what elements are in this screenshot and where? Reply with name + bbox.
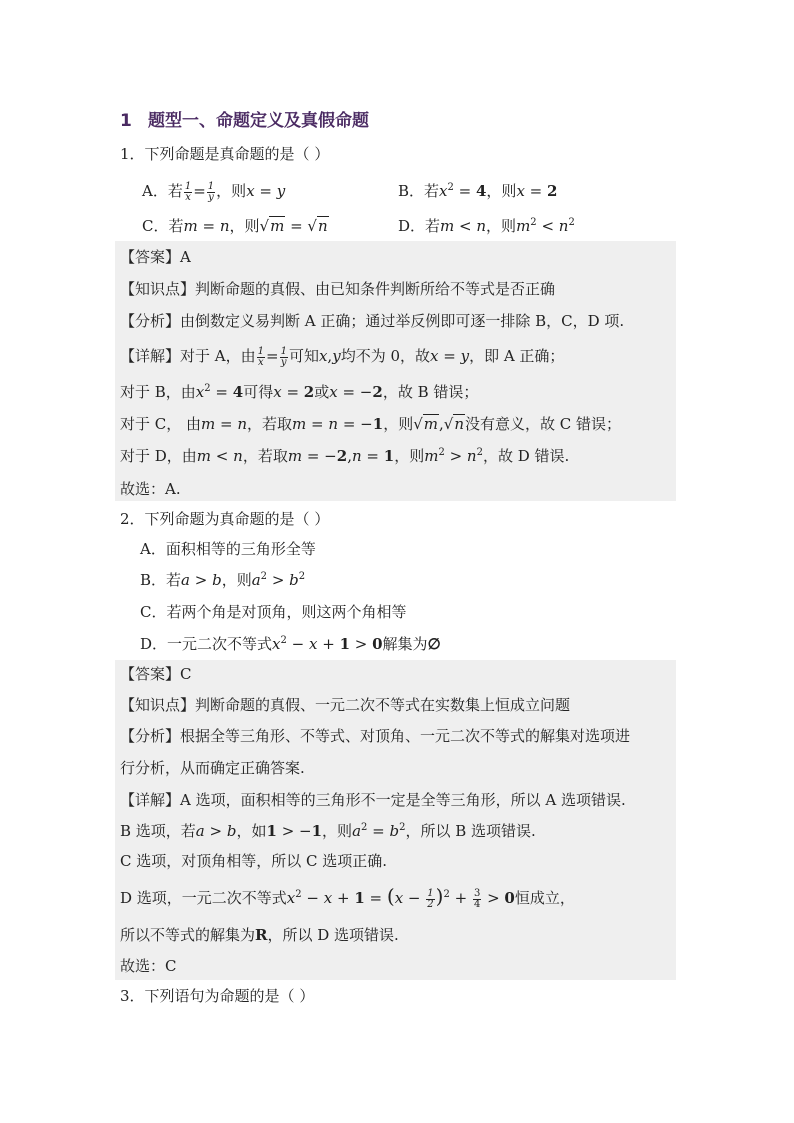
q1-option-d: D．若m < n，则$m^2 < n^2$ bbox=[398, 217, 575, 235]
q2-option-a: A．面积相等的三角形全等 bbox=[140, 540, 316, 558]
q1-detail-d: 对于 D，由m < n，若取m = −2,n = 1，则$m^2 > n^2$，故 D 错误. bbox=[120, 447, 570, 465]
q2-detail-e: 所以不等式的解集为R，所以 D 选项错误. bbox=[120, 926, 399, 944]
q2-option-b: B．若a > b，则$a^2 > b^2$ bbox=[140, 571, 306, 589]
q1-detail-a: 【详解】对于 A，由 $\frac{1}{x}$ = $\frac{1}{y}$ 可知x,y均不为 0，故x = y，即 A 正确； bbox=[120, 345, 565, 368]
q2-analysis-line2: 行分析，从而确定正确答案. bbox=[120, 759, 305, 777]
q2-stem: 2．下列命题为真命题的是（ ） bbox=[120, 510, 330, 528]
section-heading bbox=[120, 106, 369, 131]
q1-answer: 【答案】A bbox=[120, 248, 191, 266]
q1-option-b: B．若$x^2 = 4$，则x = 2 bbox=[398, 182, 558, 200]
q3-stem: 3．下列语句为命题的是（ ） bbox=[120, 987, 315, 1005]
q2-option-c: C．若两个角是对顶角，则这两个角相等 bbox=[140, 603, 407, 621]
q2-detail-c: C 选项，对顶角相等，所以 C 选项正确. bbox=[120, 852, 388, 870]
q1-option-c: C．若m = n，则√m = √n bbox=[142, 217, 328, 235]
section-title: 题型一、命题定义及真假命题 bbox=[148, 111, 369, 131]
q2-knowledge: 【知识点】判断命题的真假、一元二次不等式在实数集上恒成立问题 bbox=[120, 696, 571, 714]
q2-detail-d: D 选项，一元二次不等式$x^2 - x + 1 = (x$ − $\frac{1}{2}$ )$^2$ + $\frac{3}{4}$ > 0恒成立， bbox=[120, 884, 575, 910]
q1-knowledge: 【知识点】判断命题的真假、由已知条件判断所给不等式是否正确 bbox=[120, 280, 556, 298]
q2-analysis-line1: 【分析】根据全等三角形、不等式、对顶角、一元二次不等式的解集对选项进 bbox=[120, 727, 631, 745]
q2-answer: 【答案】C bbox=[120, 665, 192, 683]
q2-detail-b: B 选项，若a > b，如1 > −1，则$a^2 = b^2$，所以 B 选项错误. bbox=[120, 822, 536, 840]
q1-detail-c: 对于 C， 由m = n，若取m = n = −1，则√m,√n没有意义，故 C 错误； bbox=[120, 415, 622, 433]
q2-choose: 故选：C bbox=[120, 957, 177, 975]
section-number: 1 bbox=[120, 111, 132, 131]
q2-option-d: D．一元二次不等式$x^2 - x + 1 > 0$解集为∅ bbox=[140, 635, 441, 653]
q2-detail-a: 【详解】A 选项，面积相等的三角形不一定是全等三角形，所以 A 选项错误. bbox=[120, 791, 626, 809]
q1-stem: 1．下列命题是真命题的是（ ） bbox=[120, 145, 330, 163]
q1-detail-b: 对于 B，由$x^2 = 4$可得x = 2或x = −2，故 B 错误； bbox=[120, 383, 479, 401]
q1-analysis: 【分析】由倒数定义易判断 A 正确；通过举反例即可逐一排除 B，C，D 项. bbox=[120, 312, 625, 330]
q1-choose: 故选：A. bbox=[120, 480, 181, 498]
q1-option-a: A．若 $\frac{1}{x}$ = $\frac{1}{y}$ ，则x = y bbox=[142, 180, 286, 203]
